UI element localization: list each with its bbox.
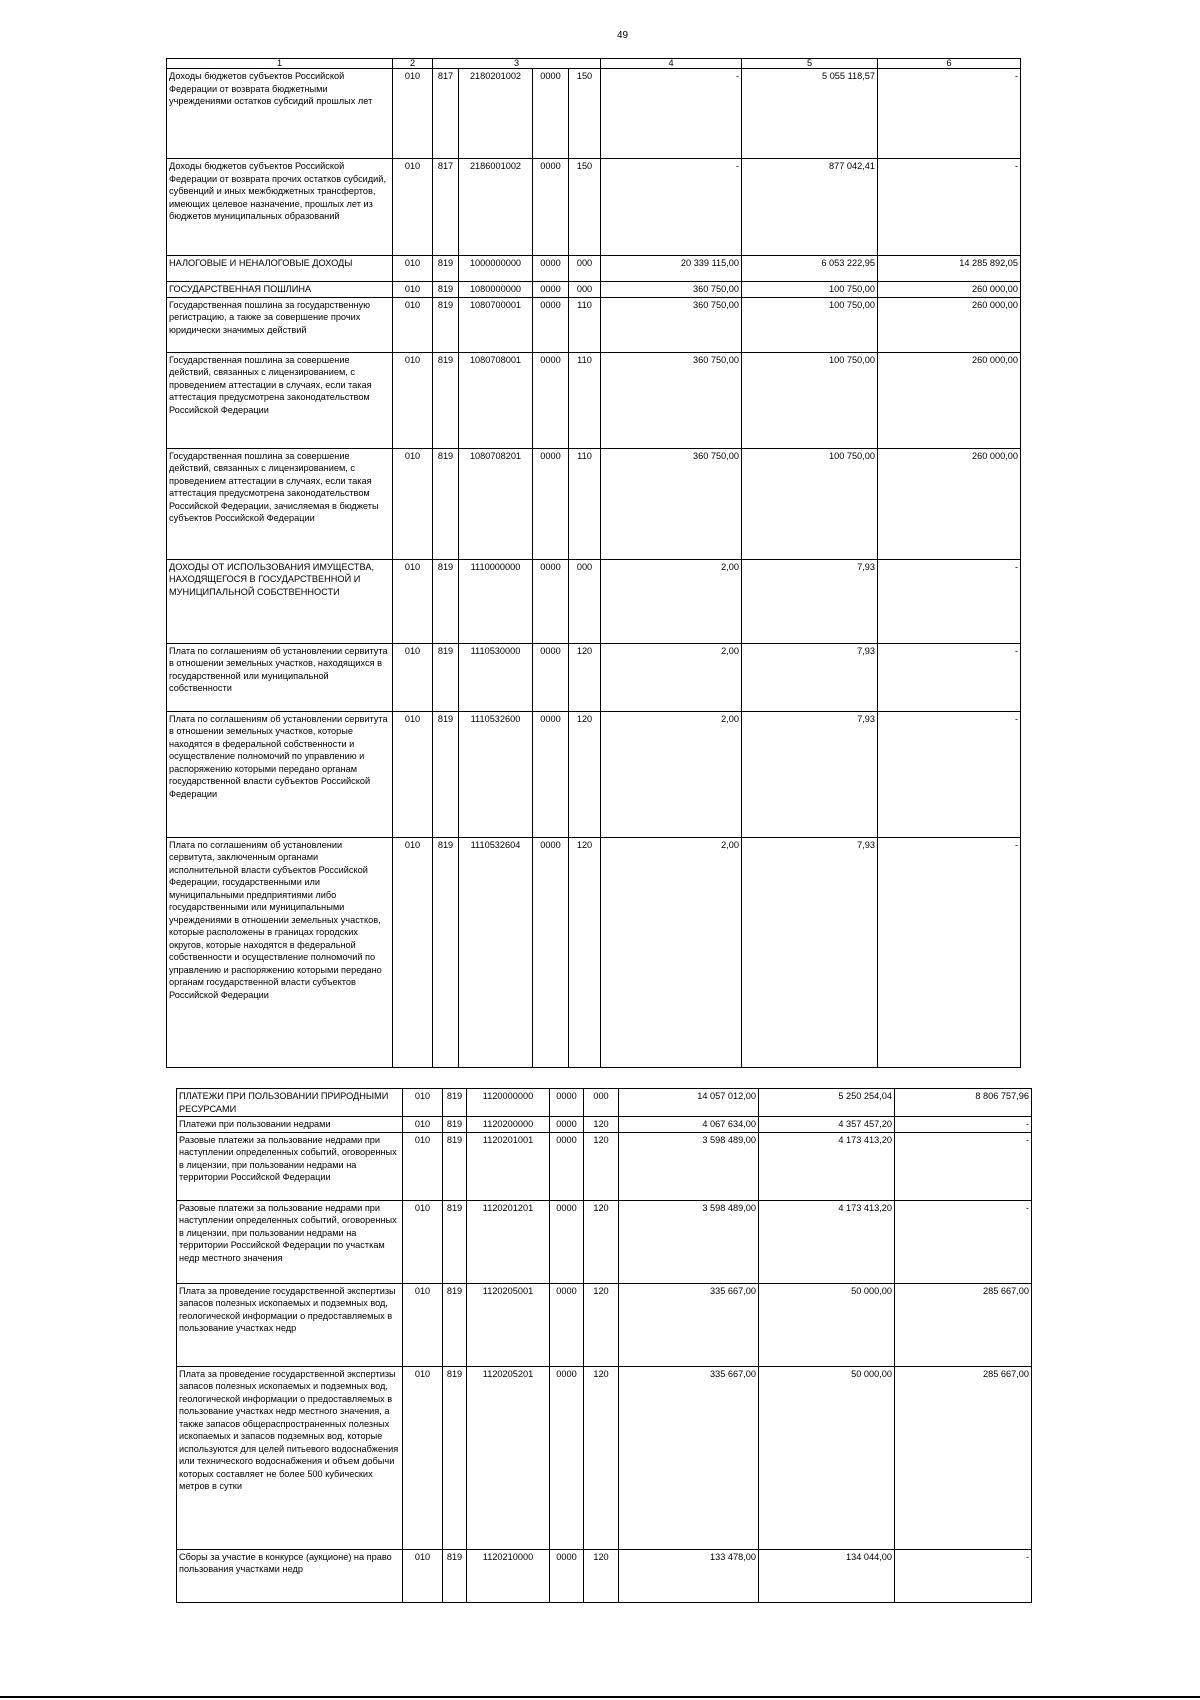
row-value-col6: - bbox=[878, 69, 1021, 159]
row-subcode: 0000 bbox=[533, 643, 569, 711]
row-kosgu-code: 150 bbox=[569, 69, 601, 159]
row-admin-code: 010 bbox=[403, 1089, 443, 1117]
row-subcode: 0000 bbox=[550, 1132, 584, 1200]
row-budget-code: 1120210000 bbox=[467, 1549, 550, 1602]
table-row bbox=[167, 448, 1021, 559]
row-value-col6: - bbox=[878, 159, 1021, 256]
row-value-col6: 14 285 892,05 bbox=[878, 256, 1021, 282]
row-budget-code: 1110530000 bbox=[459, 643, 533, 711]
row-name: Разовые платежи за пользование недрами при наступлении определенных событий, оговоренных в лицензии, при пользовании недрами на территории Российской Федерации по участкам недр местного значения bbox=[177, 1200, 403, 1283]
row-grbs-code: 819 bbox=[443, 1366, 467, 1549]
row-value-col6: 8 806 757,96 bbox=[895, 1089, 1032, 1117]
row-admin-code: 010 bbox=[393, 448, 433, 559]
row-budget-code: 1120000000 bbox=[467, 1089, 550, 1117]
table-row bbox=[177, 1089, 1032, 1117]
row-admin-code: 010 bbox=[403, 1366, 443, 1549]
row-subcode: 0000 bbox=[533, 352, 569, 448]
header-row bbox=[167, 59, 1021, 69]
row-budget-code: 1080000000 bbox=[459, 282, 533, 298]
row-subcode: 0000 bbox=[533, 297, 569, 352]
row-kosgu-code: 110 bbox=[569, 448, 601, 559]
row-name: Разовые платежи за пользование недрами при наступлении определенных событий, оговоренных в лицензии, при пользовании недрами на территории Российской Федерации bbox=[177, 1132, 403, 1200]
row-grbs-code: 819 bbox=[443, 1117, 467, 1133]
row-value-col4: 360 750,00 bbox=[601, 297, 742, 352]
row-kosgu-code: 120 bbox=[569, 837, 601, 1067]
table-row bbox=[177, 1549, 1032, 1602]
column-header-6: 6 bbox=[878, 59, 1021, 69]
row-budget-code: 1120205001 bbox=[467, 1283, 550, 1366]
row-value-col6: - bbox=[895, 1200, 1032, 1283]
row-admin-code: 010 bbox=[403, 1549, 443, 1602]
row-admin-code: 010 bbox=[393, 352, 433, 448]
row-value-col4: - bbox=[601, 69, 742, 159]
row-name: ДОХОДЫ ОТ ИСПОЛЬЗОВАНИЯ ИМУЩЕСТВА, НАХОДЯЩЕГОСЯ В ГОСУДАРСТВЕННОЙ И МУНИЦИПАЛЬНОЙ СОБСТВЕННОСТИ bbox=[167, 559, 393, 643]
row-kosgu-code: 120 bbox=[584, 1117, 619, 1133]
row-budget-code: 2180201002 bbox=[459, 69, 533, 159]
row-subcode: 0000 bbox=[533, 282, 569, 298]
row-budget-code: 1110532600 bbox=[459, 711, 533, 837]
row-value-col5: 7,93 bbox=[742, 559, 878, 643]
row-grbs-code: 819 bbox=[433, 559, 459, 643]
column-header-5: 5 bbox=[742, 59, 878, 69]
row-grbs-code: 819 bbox=[433, 448, 459, 559]
row-value-col6: 260 000,00 bbox=[878, 352, 1021, 448]
row-value-col4: - bbox=[601, 159, 742, 256]
row-kosgu-code: 120 bbox=[584, 1549, 619, 1602]
row-value-col4: 335 667,00 bbox=[619, 1366, 759, 1549]
row-subcode: 0000 bbox=[550, 1549, 584, 1602]
row-budget-code: 1120200000 bbox=[467, 1117, 550, 1133]
row-grbs-code: 819 bbox=[433, 352, 459, 448]
row-grbs-code: 819 bbox=[433, 282, 459, 298]
row-grbs-code: 817 bbox=[433, 159, 459, 256]
row-value-col5: 5 250 254,04 bbox=[759, 1089, 895, 1117]
row-subcode: 0000 bbox=[533, 159, 569, 256]
row-value-col4: 3 598 489,00 bbox=[619, 1200, 759, 1283]
page-number: 49 bbox=[616, 30, 629, 41]
row-grbs-code: 819 bbox=[433, 837, 459, 1067]
row-name: Платежи при пользовании недрами bbox=[177, 1117, 403, 1133]
table-row bbox=[167, 559, 1021, 643]
row-kosgu-code: 150 bbox=[569, 159, 601, 256]
row-subcode: 0000 bbox=[533, 256, 569, 282]
row-budget-code: 1110000000 bbox=[459, 559, 533, 643]
row-subcode: 0000 bbox=[533, 69, 569, 159]
row-admin-code: 010 bbox=[403, 1283, 443, 1366]
row-name: Плата по соглашениям об установлении сервитута в отношении земельных участков, находящихся в государственной или муниципальной собственности bbox=[167, 643, 393, 711]
row-budget-code: 1080708201 bbox=[459, 448, 533, 559]
row-value-col6: 260 000,00 bbox=[878, 297, 1021, 352]
row-subcode: 0000 bbox=[533, 559, 569, 643]
row-value-col6: - bbox=[878, 711, 1021, 837]
row-kosgu-code: 110 bbox=[569, 352, 601, 448]
row-value-col5: 4 357 457,20 bbox=[759, 1117, 895, 1133]
table-row bbox=[167, 282, 1021, 298]
row-value-col4: 133 478,00 bbox=[619, 1549, 759, 1602]
row-value-col6: - bbox=[895, 1132, 1032, 1200]
row-value-col5: 7,93 bbox=[742, 711, 878, 837]
row-grbs-code: 819 bbox=[443, 1089, 467, 1117]
row-value-col4: 2,00 bbox=[601, 643, 742, 711]
column-header-2: 2 bbox=[393, 59, 433, 69]
row-subcode: 0000 bbox=[533, 448, 569, 559]
row-value-col4: 20 339 115,00 bbox=[601, 256, 742, 282]
row-value-col5: 4 173 413,20 bbox=[759, 1200, 895, 1283]
row-value-col4: 2,00 bbox=[601, 559, 742, 643]
column-header-4: 4 bbox=[601, 59, 742, 69]
table-row bbox=[167, 69, 1021, 159]
row-value-col5: 50 000,00 bbox=[759, 1366, 895, 1549]
row-value-col4: 4 067 634,00 bbox=[619, 1117, 759, 1133]
row-admin-code: 010 bbox=[403, 1200, 443, 1283]
row-grbs-code: 819 bbox=[433, 256, 459, 282]
row-admin-code: 010 bbox=[393, 297, 433, 352]
row-subcode: 0000 bbox=[550, 1283, 584, 1366]
row-grbs-code: 819 bbox=[443, 1549, 467, 1602]
row-value-col5: 877 042,41 bbox=[742, 159, 878, 256]
row-value-col5: 5 055 118,57 bbox=[742, 69, 878, 159]
row-name: Плата по соглашениям об установлении сервитута, заключенным органами исполнительной власти субъектов Российской Федерации, государственными или муниципальными предприятиями либо государственными или муниципальными учреждениями в отношении земельных участков, которые расположены в границах городских округов, которые находятся в федеральной собственности и осуществление полномочий по управлению и распоряжению которыми передано органам государственной власти субъектов Российской Федерации bbox=[167, 837, 393, 1067]
row-name: Доходы бюджетов субъектов Российской Федерации от возврата бюджетными учреждениями остатков субсидий прошлых лет bbox=[167, 69, 393, 159]
row-name: НАЛОГОВЫЕ И НЕНАЛОГОВЫЕ ДОХОДЫ bbox=[167, 256, 393, 282]
row-subcode: 0000 bbox=[533, 837, 569, 1067]
table-row bbox=[177, 1117, 1032, 1133]
row-admin-code: 010 bbox=[393, 711, 433, 837]
row-kosgu-code: 120 bbox=[584, 1283, 619, 1366]
row-value-col6: - bbox=[878, 559, 1021, 643]
row-grbs-code: 817 bbox=[433, 69, 459, 159]
row-subcode: 0000 bbox=[550, 1366, 584, 1549]
row-budget-code: 1120201001 bbox=[467, 1132, 550, 1200]
row-value-col5: 7,93 bbox=[742, 643, 878, 711]
row-value-col6: 285 667,00 bbox=[895, 1283, 1032, 1366]
row-kosgu-code: 000 bbox=[569, 559, 601, 643]
row-kosgu-code: 120 bbox=[569, 643, 601, 711]
row-kosgu-code: 120 bbox=[584, 1366, 619, 1549]
row-value-col5: 50 000,00 bbox=[759, 1283, 895, 1366]
row-value-col6: - bbox=[895, 1117, 1032, 1133]
row-subcode: 0000 bbox=[550, 1200, 584, 1283]
row-budget-code: 1080700001 bbox=[459, 297, 533, 352]
table-row bbox=[167, 159, 1021, 256]
row-name: Государственная пошлина за государственную регистрацию, а также за совершение прочих юридически значимых действий bbox=[167, 297, 393, 352]
row-admin-code: 010 bbox=[393, 559, 433, 643]
table-row bbox=[177, 1132, 1032, 1200]
row-kosgu-code: 000 bbox=[584, 1089, 619, 1117]
row-value-col5: 7,93 bbox=[742, 837, 878, 1067]
row-budget-code: 1120201201 bbox=[467, 1200, 550, 1283]
row-kosgu-code: 110 bbox=[569, 297, 601, 352]
row-grbs-code: 819 bbox=[443, 1283, 467, 1366]
row-kosgu-code: 120 bbox=[584, 1132, 619, 1200]
table-row bbox=[167, 711, 1021, 837]
row-admin-code: 010 bbox=[393, 282, 433, 298]
row-grbs-code: 819 bbox=[433, 297, 459, 352]
table-row bbox=[167, 256, 1021, 282]
row-name: Сборы за участие в конкурсе (аукционе) на право пользования участками недр bbox=[177, 1549, 403, 1602]
row-value-col5: 100 750,00 bbox=[742, 297, 878, 352]
part-2-table bbox=[176, 1088, 1032, 1603]
row-name: ПЛАТЕЖИ ПРИ ПОЛЬЗОВАНИИ ПРИРОДНЫМИ РЕСУРСАМИ bbox=[177, 1089, 403, 1117]
row-admin-code: 010 bbox=[393, 159, 433, 256]
row-value-col6: 260 000,00 bbox=[878, 282, 1021, 298]
row-value-col6: - bbox=[878, 643, 1021, 711]
row-name: Доходы бюджетов субъектов Российской Федерации от возврата прочих остатков субсидий, субвенций и иных межбюджетных трансфертов, имеющих целевое назначение, прошлых лет из бюджетов муниципальных образований bbox=[167, 159, 393, 256]
row-admin-code: 010 bbox=[393, 256, 433, 282]
row-value-col5: 100 750,00 bbox=[742, 352, 878, 448]
row-value-col6: - bbox=[895, 1549, 1032, 1602]
column-header-3: 3 bbox=[433, 59, 601, 69]
row-name: Плата за проведение государственной экспертизы запасов полезных ископаемых и подземных вод, геологической информации о предоставляемых в пользование участках недр bbox=[177, 1283, 403, 1366]
row-value-col5: 134 044,00 bbox=[759, 1549, 895, 1602]
row-value-col6: 285 667,00 bbox=[895, 1366, 1032, 1549]
row-admin-code: 010 bbox=[403, 1132, 443, 1200]
row-value-col4: 2,00 bbox=[601, 837, 742, 1067]
row-budget-code: 2186001002 bbox=[459, 159, 533, 256]
row-admin-code: 010 bbox=[393, 837, 433, 1067]
row-value-col4: 360 750,00 bbox=[601, 282, 742, 298]
table-row bbox=[167, 297, 1021, 352]
row-value-col6: 260 000,00 bbox=[878, 448, 1021, 559]
row-subcode: 0000 bbox=[550, 1089, 584, 1117]
table-row bbox=[177, 1366, 1032, 1549]
table-row bbox=[177, 1200, 1032, 1283]
row-subcode: 0000 bbox=[550, 1117, 584, 1133]
row-kosgu-code: 120 bbox=[569, 711, 601, 837]
row-value-col4: 360 750,00 bbox=[601, 448, 742, 559]
row-grbs-code: 819 bbox=[433, 711, 459, 837]
row-value-col4: 360 750,00 bbox=[601, 352, 742, 448]
row-budget-code: 1080708001 bbox=[459, 352, 533, 448]
row-admin-code: 010 bbox=[403, 1117, 443, 1133]
table-row bbox=[167, 837, 1021, 1067]
row-name: ГОСУДАРСТВЕННАЯ ПОШЛИНА bbox=[167, 282, 393, 298]
row-name: Плата по соглашениям об установлении сервитута в отношении земельных участков, которые находятся в федеральной собственности и осуществление полномочий по управлению и распоряжению которыми передано органам государственной власти субъектов Российской Федерации bbox=[167, 711, 393, 837]
row-name: Государственная пошлина за совершение действий, связанных с лицензированием, с проведением аттестации в случаях, если такая аттестация предусмотрена законодательством Российской Федерации, зачисляемая в бюджеты субъектов Российской Федерации bbox=[167, 448, 393, 559]
row-value-col4: 335 667,00 bbox=[619, 1283, 759, 1366]
row-kosgu-code: 000 bbox=[569, 256, 601, 282]
row-grbs-code: 819 bbox=[443, 1200, 467, 1283]
row-name: Государственная пошлина за совершение действий, связанных с лицензированием, с проведением аттестации в случаях, если такая аттестация предусмотрена законодательством Российской Федерации bbox=[167, 352, 393, 448]
row-kosgu-code: 120 bbox=[584, 1200, 619, 1283]
row-value-col4: 3 598 489,00 bbox=[619, 1132, 759, 1200]
row-budget-code: 1000000000 bbox=[459, 256, 533, 282]
page-bottom-border bbox=[0, 1696, 1200, 1698]
row-name: Плата за проведение государственной экспертизы запасов полезных ископаемых и подземных вод, геологической информации о предоставляемых в пользование участках недр местного значения, а также запасов общераспространенных полезных ископаемых и запасов подземных вод, которые используются для целей питьевого водоснабжения или технического водоснабжения и объем добычи которых составляет не более 500 кубических метров в сутки bbox=[177, 1366, 403, 1549]
table-row bbox=[177, 1283, 1032, 1366]
part-1-table bbox=[166, 58, 1021, 1068]
table-row bbox=[167, 643, 1021, 711]
row-value-col4: 2,00 bbox=[601, 711, 742, 837]
row-value-col6: - bbox=[878, 837, 1021, 1067]
row-kosgu-code: 000 bbox=[569, 282, 601, 298]
row-grbs-code: 819 bbox=[433, 643, 459, 711]
column-header-1: 1 bbox=[167, 59, 393, 69]
row-subcode: 0000 bbox=[533, 711, 569, 837]
row-budget-code: 1120205201 bbox=[467, 1366, 550, 1549]
row-admin-code: 010 bbox=[393, 69, 433, 159]
row-value-col5: 4 173 413,20 bbox=[759, 1132, 895, 1200]
row-value-col5: 100 750,00 bbox=[742, 282, 878, 298]
table-row bbox=[167, 352, 1021, 448]
row-grbs-code: 819 bbox=[443, 1132, 467, 1200]
row-value-col5: 6 053 222,95 bbox=[742, 256, 878, 282]
row-admin-code: 010 bbox=[393, 643, 433, 711]
row-budget-code: 1110532604 bbox=[459, 837, 533, 1067]
row-value-col5: 100 750,00 bbox=[742, 448, 878, 559]
row-value-col4: 14 057 012,00 bbox=[619, 1089, 759, 1117]
